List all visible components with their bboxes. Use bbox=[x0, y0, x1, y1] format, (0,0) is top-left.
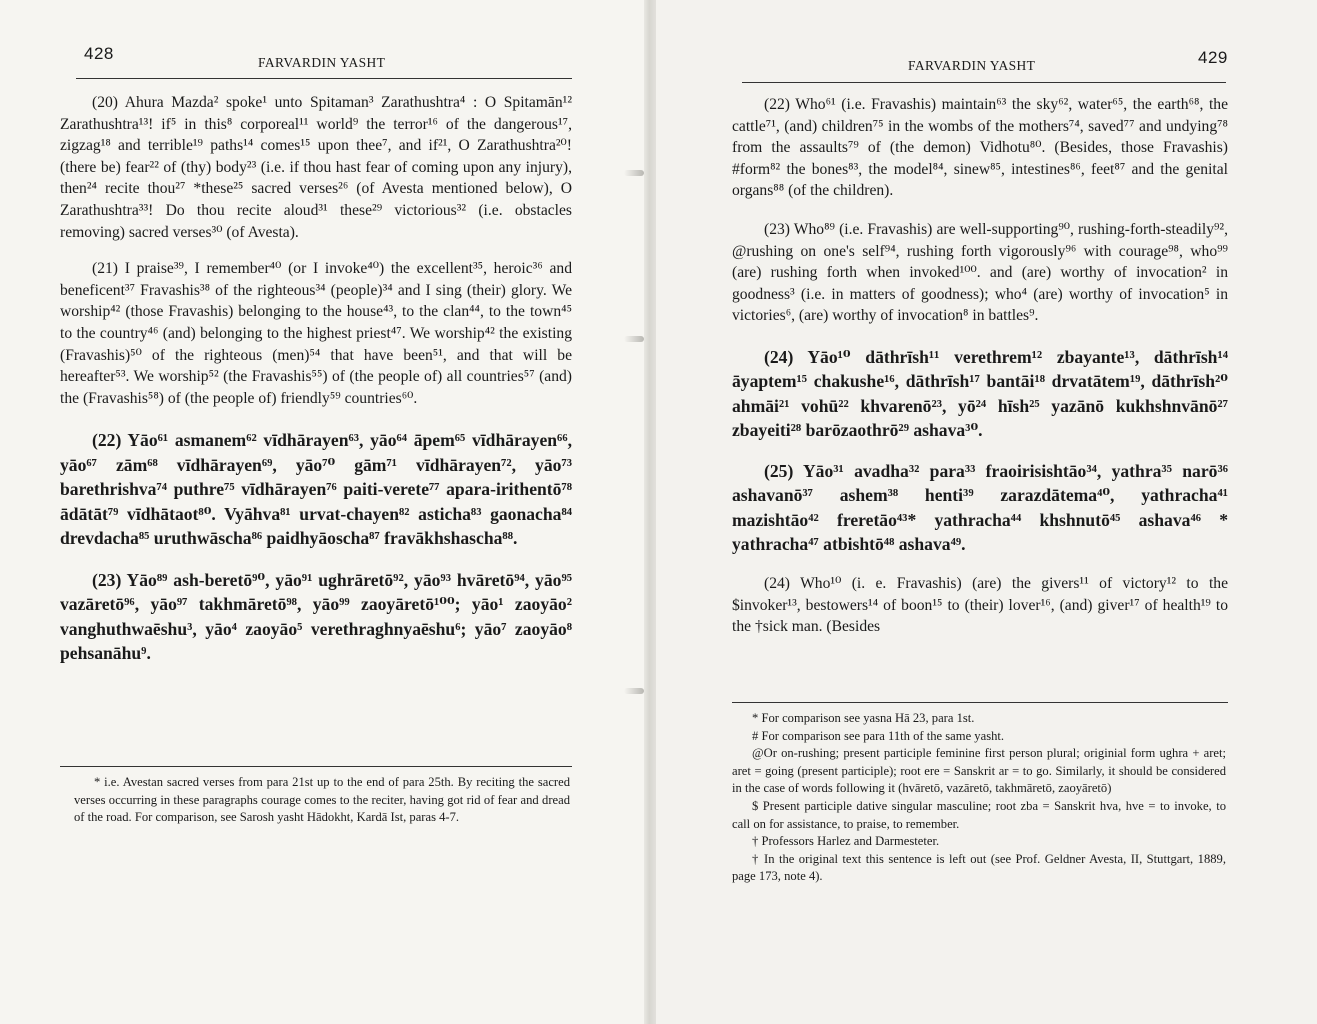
page-number-right: 429 bbox=[1198, 48, 1228, 67]
footnote-rule-left bbox=[60, 766, 572, 767]
right-page bbox=[650, 0, 1317, 1024]
header-rule-right bbox=[742, 82, 1226, 83]
footnote-right-6: † In the original text this sentence is left out (see Prof. Geldner Avesta, II, Stuttgart, 1889, page 173, note 4). bbox=[732, 851, 1226, 884]
footnote-rule-right bbox=[732, 702, 1228, 703]
footnote-right-4: $ Present participle dative singular masculine; root zba = Sanskrit hva, hve = to invoke, to call on for assistance, to praise, to remember. bbox=[732, 798, 1226, 831]
fold-mark bbox=[624, 336, 644, 342]
right-footnotes bbox=[732, 710, 1226, 886]
paragraph-23-avestan: (23) Yāo⁸⁹ ash-beretō⁹⁰, yāo⁹¹ ughrāretō⁹², yāo⁹³ hvāretō⁹⁴, yāo⁹⁵ vazāretō⁹⁶, yāo⁹⁷ takhmāretō⁹⁸, yāo⁹⁹ zaoyāretō¹⁰⁰; yāo¹ zaoyāo² vanghuthwaēshu³, yāo⁴ zaoyāo⁵ verethraghnyaēshu⁶; yāo⁷ zaoyāo⁸ pehsanāhu⁹. bbox=[60, 569, 572, 664]
left-footnotes bbox=[74, 774, 570, 827]
header-rule-left bbox=[76, 78, 572, 79]
footnote-right-5: † Professors Harlez and Darmesteter. bbox=[752, 834, 940, 849]
fold-mark bbox=[624, 688, 644, 694]
paragraph-20-translation: (20) Ahura Mazda² spoke¹ unto Spitaman³ Zarathushtra⁴ : O Spitamān¹² Zarathushtra¹³! if⁵ in this⁸ corporeal¹¹ world⁹ the terror¹⁶ of the dangerous¹⁷, zigzag¹⁸ and terrible¹⁹ paths¹⁴ comes¹⁵ upon thee⁷, and if²¹, O Zarathushtra²⁰! (there be) fear²² of (thy) body²³ (i.e. if thou hast fear of coming upon any injury), then²⁴ recite thou²⁷ *these²⁵ sacred verses²⁶ (of Avesta mentioned below), O Zarathushtra³³! Do thou recite aloud³¹ these²⁹ victorious³² (i.e. obstacles removing) sacred verses³⁰ (of Avesta). bbox=[60, 94, 572, 241]
paragraph-25-avestan: (25) Yāo³¹ avadha³² para³³ fraoirisishtāo³⁴, yathra³⁵ narō³⁶ ashavanō³⁷ ashem³⁸ henti³⁹ zarazdātema⁴⁰, yathracha⁴¹ mazishtāo⁴² freretāo⁴³* yathracha⁴⁴ khshnutō⁴⁵ ashava⁴⁶ * yathracha⁴⁷ atbishtō⁴⁸ ashava⁴⁹. bbox=[732, 460, 1228, 555]
footnote-left-1: * i.e. Avestan sacred verses from para 21st up to the end of para 25th. By reciting the sacred verses occurring in these paragraphs courage comes to the reciter, having got rid of fear and dread of the road. For comparison, see Sarosh yasht Hādokht, Kardā Ist, paras 4-7. bbox=[74, 775, 570, 825]
paragraph-24-translation: (24) Who¹⁰ (i. e. Fravashis) (are) the givers¹¹ of victory¹² to the $invoker¹³, bestowers¹⁴ of boon¹⁵ to (their) lover¹⁶, (and) giver¹⁷ of health¹⁹ to the †sick man. (Besides bbox=[732, 574, 1228, 636]
footnote-right-2: # For comparison see para 11th of the same yasht. bbox=[752, 728, 1005, 743]
paragraph-21-translation: (21) I praise³⁹, I remember⁴⁰ (or I invoke⁴⁰) the excellent³⁵, heroic³⁶ and beneficent³⁷ Fravashis³⁸ of the righteous³⁴ (people)³⁴ and I sing (their) glory. We worship⁴² (those Fravashis) belonging to the house⁴³, to the clan⁴⁴, to the town⁴⁵ to the country⁴⁶ (and) belonging to the highest priest⁴⁷. We worship⁴² the existing (Fravashis)⁵⁰ of the righteous (men)⁵⁴ that have been⁵¹, and that will be hereafter⁵³. We worship⁵² (the Fravashis⁵⁵) of (the people of) all countries⁵⁷ (and) the (Fravashis⁵⁸) of (the people of) friendly⁵⁹ countries⁶⁰. bbox=[60, 260, 572, 407]
right-text-column bbox=[732, 94, 1228, 638]
running-head-right: FARVARDIN YASHT bbox=[908, 58, 1036, 73]
left-page bbox=[0, 0, 650, 1024]
paragraph-24-avestan: (24) Yāo¹⁰ dāthrīsh¹¹ verethrem¹² zbayante¹³, dāthrīsh¹⁴ āyaptem¹⁵ chakushe¹⁶, dāthrīsh¹⁷ bantāi¹⁸ drvatātem¹⁹, dāthrīsh²⁰ ahmāi²¹ vohū²² khvarenō²³, yō²⁴ hīsh²⁵ yazānō kukhshnvānō²⁷ zbayeiti²⁸ barōzaothrō²⁹ ashava³⁰. bbox=[732, 346, 1228, 441]
left-text-column bbox=[60, 92, 572, 666]
footnote-right-1: * For comparison see yasna Hā 23, para 1st. bbox=[752, 711, 975, 725]
fold-mark bbox=[624, 170, 644, 176]
paragraph-23-translation: (23) Who⁸⁹ (i.e. Fravashis) are well-supporting⁹⁰, rushing-forth-steadily⁹², @rushing on one's self⁹⁴, rushing forth vigorously⁹⁶ with courage⁹⁸, who⁹⁹ (are) rushing forth when invoked¹⁰⁰. and (are) worthy of invocation² in goodness³ (i.e. in matters of goodness); who⁴ (are) worthy of invocation⁵ in victories⁶, (are) worthy of invocation⁸ in battles⁹. bbox=[732, 220, 1228, 325]
page-number-left: 428 bbox=[84, 44, 114, 63]
paragraph-22-avestan: (22) Yāo⁶¹ asmanem⁶² vīdhārayen⁶³, yāo⁶⁴ āpem⁶⁵ vīdhārayen⁶⁶, yāo⁶⁷ zām⁶⁸ vīdhārayen⁶⁹, yāo⁷⁰ gām⁷¹ vīdhārayen⁷², yāo⁷³ barethrishva⁷⁴ puthre⁷⁵ vīdhārayen⁷⁶ paiti-verete⁷⁷ apara-irithentō⁷⁸ ādātāt⁷⁹ vīdhātaot⁸⁰. Vyāhva⁸¹ urvat-chayen⁸² asticha⁸³ gaonacha⁸⁴ drevdacha⁸⁵ uruthwāscha⁸⁶ paidhyāoscha⁸⁷ fravākhshascha⁸⁸. bbox=[60, 430, 572, 549]
footnote-right-3: @Or on-rushing; present participle feminine first person plural; originial form ughra + aret; aret = going (present participle); root ere = Sanskrit ar = to go. Similarly, it should be considered in the case of words following it (hvāretō, vazāretō, takhmāretō, zaoyāretō) bbox=[732, 746, 1226, 796]
book-gutter bbox=[644, 0, 656, 1024]
paragraph-22-translation: (22) Who⁶¹ (i.e. Fravashis) maintain⁶³ the sky⁶², water⁶⁵, the earth⁶⁸, the cattle⁷¹, (and) children⁷⁵ in the wombs of the mothers⁷⁴, saved⁷⁷ and undying⁷⁸ from the assaults⁷⁹ of (the demon) Vidhotu⁸⁰. (Besides, those Fravashis) #form⁸² the bones⁸³, the model⁸⁴, sinew⁸⁵, intestines⁸⁶, feet⁸⁷ and the genital organs⁸⁸ (of the children). bbox=[732, 96, 1228, 200]
running-head-left: FARVARDIN YASHT bbox=[258, 55, 386, 70]
